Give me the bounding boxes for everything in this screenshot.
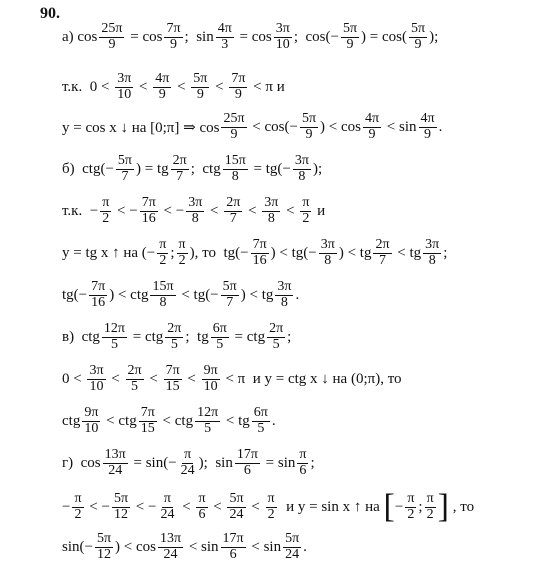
- fraction-numerator: π: [163, 490, 171, 506]
- fraction-denominator: 5: [131, 378, 139, 394]
- fraction: [300, 196, 311, 226]
- fraction-numerator: 3π: [89, 363, 104, 378]
- formula-text: <: [209, 498, 226, 515]
- fraction-denominator: 6: [229, 546, 237, 562]
- fraction: [126, 364, 144, 394]
- formula-text: y = tg x ↑ на (−: [62, 244, 156, 261]
- formula-line: [62, 322, 291, 352]
- fraction-numerator: 3π: [294, 153, 309, 168]
- formula-text: а) cos: [62, 28, 98, 45]
- fraction-numerator: 5π: [411, 21, 426, 36]
- formula-text: т.к. −: [62, 202, 99, 219]
- formula-text: .: [295, 286, 300, 303]
- fraction: [158, 492, 176, 522]
- formula-text: т.к. 0 <: [62, 78, 114, 95]
- fraction-numerator: 3π: [264, 195, 279, 210]
- fraction-denominator: 6: [198, 506, 206, 522]
- fraction: [179, 448, 197, 478]
- fraction: [150, 280, 175, 310]
- fraction: [221, 532, 246, 562]
- fraction-numerator: 5π: [117, 153, 132, 168]
- formula-text: и: [313, 202, 326, 219]
- formula-text: 0 <: [62, 370, 86, 387]
- fraction: [363, 112, 381, 142]
- fraction-denominator: 2: [426, 506, 434, 522]
- fraction-numerator: 4π: [364, 111, 380, 126]
- fraction: [409, 22, 427, 52]
- fraction-denominator: 9: [108, 36, 116, 52]
- fraction: [202, 364, 220, 394]
- formula-text: .: [438, 118, 443, 135]
- formula-text: <: [183, 370, 200, 387]
- fraction: [224, 196, 242, 226]
- fraction-numerator: π: [198, 490, 206, 506]
- fraction-denominator: 5: [257, 420, 265, 436]
- formula-text: б) ctg(−: [62, 160, 114, 177]
- fraction: [99, 22, 124, 52]
- fraction-denominator: 10: [203, 378, 218, 394]
- fraction: [297, 448, 308, 478]
- fraction: [191, 72, 209, 102]
- fraction: [140, 196, 158, 226]
- formula-text: < −: [85, 498, 110, 515]
- fraction-denominator: 7: [229, 210, 237, 226]
- fraction-denominator: 7: [121, 168, 129, 184]
- formula-text: = ctg: [230, 328, 266, 345]
- fraction-numerator: 13π: [104, 447, 126, 462]
- fraction-denominator: 10: [117, 86, 132, 102]
- fraction-denominator: 7: [176, 168, 184, 184]
- fraction-numerator: 3π: [275, 21, 290, 36]
- formula-text: = cos: [235, 28, 272, 45]
- formula-text: ;: [418, 498, 423, 515]
- formula-text: = tg(−: [249, 160, 291, 177]
- formula-line: [62, 448, 315, 478]
- fraction-denominator: 8: [191, 210, 199, 226]
- fraction: [275, 280, 293, 310]
- formula-line: [62, 22, 438, 52]
- formula-text: tg(−: [62, 286, 88, 303]
- fraction: [195, 406, 220, 436]
- fraction-numerator: 12π: [197, 405, 219, 420]
- fraction: [373, 238, 391, 268]
- fraction-numerator: 5π: [301, 111, 317, 126]
- fraction: [87, 364, 105, 394]
- formula-text: <: [244, 202, 261, 219]
- fraction-denominator: 2: [302, 210, 310, 226]
- fraction: [115, 72, 133, 102]
- problem-number: 90.: [40, 5, 60, 22]
- fraction-denominator: 3: [221, 36, 229, 52]
- formula-text: ) < tg: [240, 286, 274, 303]
- fraction-denominator: 9: [305, 126, 313, 142]
- fraction-denominator: 9: [234, 86, 242, 102]
- fraction-numerator: 3π: [425, 237, 440, 252]
- fraction-denominator: 5: [204, 420, 212, 436]
- large-bracket: [: [383, 488, 395, 525]
- fraction: [319, 238, 337, 268]
- formula-text: ) = tg: [136, 160, 169, 177]
- fraction: [165, 322, 183, 352]
- fraction-denominator: 7: [378, 252, 386, 268]
- fraction-denominator: 8: [159, 294, 167, 310]
- formula-text: < π и y = ctg x ↓ на (0;π), то: [221, 370, 402, 387]
- fraction-numerator: 9π: [84, 405, 99, 420]
- fraction: [102, 322, 127, 352]
- fraction-numerator: 3π: [188, 195, 203, 210]
- formula-line: [62, 238, 447, 268]
- formula-text: sin(−: [62, 538, 93, 555]
- fraction-denominator: 16: [252, 252, 267, 268]
- fraction-denominator: 8: [324, 252, 332, 268]
- formula-text: ; ctg: [190, 160, 221, 177]
- formula-text: );: [429, 28, 439, 45]
- fraction-numerator: 7π: [91, 279, 106, 294]
- fraction-denominator: 9: [230, 126, 238, 142]
- fraction: [158, 532, 183, 562]
- fraction-numerator: π: [102, 195, 110, 210]
- fraction: [100, 196, 111, 226]
- formula-text: ) < tg(−: [270, 244, 317, 261]
- formula-text: < sin: [185, 538, 219, 555]
- fraction-denominator: 16: [91, 294, 106, 310]
- formula-text: и y = sin x ↑ на: [278, 498, 384, 515]
- fraction: [419, 112, 437, 142]
- formula-text: y = cos x ↓ на [0;π] ⇒ cos: [62, 119, 220, 136]
- formula-text: ) < cos: [115, 538, 156, 555]
- fraction-numerator: 25π: [101, 21, 123, 36]
- fraction-numerator: π: [302, 195, 310, 210]
- fraction-numerator: 2π: [172, 153, 187, 168]
- fraction: [177, 238, 188, 268]
- fraction-numerator: 7π: [252, 237, 267, 252]
- formula-text: ; sin: [184, 28, 214, 45]
- formula-text: ;: [170, 244, 175, 261]
- fraction: [221, 280, 239, 310]
- fraction: [153, 72, 171, 102]
- fraction-numerator: 2π: [269, 321, 284, 336]
- fraction-denominator: 12: [97, 546, 111, 562]
- fraction-numerator: 5π: [285, 531, 300, 546]
- fraction-denominator: 15: [140, 420, 155, 436]
- fraction-numerator: 7π: [165, 363, 180, 378]
- fraction-denominator: 2: [102, 210, 110, 226]
- fraction-numerator: π: [74, 490, 82, 506]
- fraction-numerator: 17π: [236, 447, 258, 462]
- fraction-numerator: 3π: [117, 71, 132, 86]
- fraction-denominator: 7: [226, 294, 234, 310]
- fraction-denominator: 5: [110, 336, 118, 352]
- formula-text: <: [107, 370, 124, 387]
- fraction: [262, 196, 280, 226]
- fraction-denominator: 15: [165, 378, 180, 394]
- formula-text: <: [145, 370, 162, 387]
- fraction: [186, 196, 204, 226]
- fraction-denominator: 9: [424, 126, 432, 142]
- fraction-denominator: 8: [298, 168, 306, 184]
- fraction: [341, 22, 359, 52]
- formula-text: −: [62, 498, 71, 515]
- fraction-denominator: 5: [272, 336, 280, 352]
- fraction: [293, 154, 311, 184]
- formula-text: ) = cos(: [361, 28, 407, 45]
- formula-text: ;: [443, 244, 448, 261]
- formula-text: , то: [449, 498, 475, 515]
- fraction: [405, 492, 416, 522]
- fraction-numerator: 6π: [253, 405, 268, 420]
- fraction-numerator: 13π: [160, 531, 182, 546]
- fraction: [229, 72, 247, 102]
- fraction-denominator: 10: [89, 378, 104, 394]
- fraction: [211, 322, 229, 352]
- fraction-denominator: 9: [346, 36, 354, 52]
- formula-text: <: [135, 78, 152, 95]
- formula-line: [62, 112, 442, 142]
- fraction: [425, 492, 436, 522]
- fraction-numerator: 5π: [229, 490, 244, 506]
- fraction-denominator: 2: [159, 252, 167, 268]
- formula-text: < cos(−: [248, 118, 298, 135]
- fraction-denominator: 6: [243, 462, 251, 478]
- formula-text: ctg: [62, 412, 81, 429]
- fraction-denominator: 5: [170, 336, 178, 352]
- formula-text: ) < ctg: [109, 286, 149, 303]
- fraction-numerator: 2π: [226, 195, 241, 210]
- formula-text: = cos: [126, 28, 163, 45]
- fraction: [300, 112, 318, 142]
- fraction-denominator: 8: [428, 252, 436, 268]
- fraction: [216, 22, 234, 52]
- formula-text: ) < cos: [320, 118, 361, 135]
- fraction-denominator: 9: [196, 86, 204, 102]
- fraction-numerator: 4π: [155, 71, 170, 86]
- fraction-numerator: π: [184, 447, 192, 462]
- fraction-numerator: π: [426, 490, 434, 506]
- fraction: [221, 112, 246, 142]
- formula-text: ), то tg(−: [189, 244, 249, 261]
- fraction: [227, 492, 245, 522]
- fraction-denominator: 8: [231, 168, 239, 184]
- formula-text: .: [271, 412, 276, 429]
- fraction-denominator: 16: [141, 210, 156, 226]
- fraction-numerator: 7π: [231, 71, 246, 86]
- formula-text: < −: [132, 498, 157, 515]
- fraction-denominator: 24: [108, 462, 123, 478]
- fraction-numerator: 2π: [167, 321, 182, 336]
- formula-text: < tg: [222, 412, 250, 429]
- fraction-denominator: 24: [229, 506, 244, 522]
- large-bracket: ]: [437, 488, 449, 525]
- fraction-numerator: π: [267, 490, 275, 506]
- fraction-denominator: 6: [299, 462, 307, 478]
- fraction: [274, 22, 292, 52]
- fraction-numerator: 17π: [222, 531, 244, 546]
- fraction-denominator: 9: [158, 86, 166, 102]
- fraction-numerator: π: [159, 237, 167, 252]
- fraction-denominator: 8: [280, 294, 288, 310]
- formula-text: .: [303, 538, 307, 555]
- formula-text: <: [178, 498, 195, 515]
- fraction-numerator: 15π: [224, 153, 246, 168]
- formula-text: < π и: [249, 78, 285, 95]
- fraction: [116, 154, 134, 184]
- fraction: [82, 406, 100, 436]
- fraction: [251, 238, 269, 268]
- formula-text: < ctg: [102, 412, 137, 429]
- fraction-denominator: 10: [84, 420, 99, 436]
- fraction-denominator: 12: [114, 506, 128, 522]
- formula-text: < tg(−: [177, 286, 219, 303]
- formula-line: [62, 280, 299, 310]
- fraction: [171, 154, 189, 184]
- fraction-numerator: 5π: [222, 279, 237, 294]
- formula-line: [62, 490, 474, 524]
- fraction-numerator: 7π: [141, 195, 156, 210]
- formula-line: [62, 406, 276, 436]
- formula-text: = sin(−: [129, 454, 177, 471]
- formula-text: ; tg: [185, 328, 209, 345]
- fraction-denominator: 2: [178, 252, 186, 268]
- formula-text: ); sin: [198, 454, 233, 471]
- fraction-numerator: 5π: [193, 71, 208, 86]
- formula-text: ;: [310, 454, 315, 471]
- fraction: [252, 406, 270, 436]
- formula-text: < tg: [393, 244, 422, 261]
- fraction-numerator: π: [407, 490, 415, 506]
- formula-text: <: [206, 202, 223, 219]
- formula-text: );: [312, 160, 323, 177]
- fraction: [223, 154, 248, 184]
- fraction-denominator: 10: [275, 36, 290, 52]
- formula-text: = sin: [261, 454, 296, 471]
- formula-line: [62, 72, 285, 102]
- fraction-denominator: 2: [74, 506, 82, 522]
- formula-text: < sin: [247, 538, 282, 555]
- fraction-numerator: 5π: [113, 490, 129, 506]
- formula-text: ;: [287, 328, 292, 345]
- fraction-numerator: 15π: [152, 279, 174, 294]
- fraction-denominator: 24: [285, 546, 300, 562]
- fraction-numerator: 25π: [223, 111, 245, 126]
- formula-line: [62, 154, 322, 184]
- fraction-numerator: 5π: [342, 21, 358, 36]
- fraction-numerator: 3π: [277, 279, 292, 294]
- fraction-denominator: 5: [216, 336, 224, 352]
- fraction: [235, 448, 260, 478]
- formula-text: ) < tg: [338, 244, 372, 261]
- fraction: [164, 364, 182, 394]
- fraction-denominator: 24: [160, 506, 175, 522]
- fraction: [72, 492, 83, 522]
- formula-text: ; cos(−: [293, 28, 339, 45]
- fraction-numerator: π: [299, 447, 307, 462]
- formula-text: <: [211, 78, 228, 95]
- formula-text: в) ctg: [62, 328, 100, 345]
- fraction-denominator: 9: [414, 36, 422, 52]
- fraction: [89, 280, 107, 310]
- fraction-numerator: 2π: [375, 237, 390, 252]
- fraction-numerator: 3π: [320, 237, 335, 252]
- formula-text: −: [394, 498, 404, 515]
- fraction: [157, 238, 168, 268]
- fraction-denominator: 8: [267, 210, 275, 226]
- fraction: [112, 492, 130, 522]
- fraction-denominator: 9: [169, 36, 177, 52]
- formula-line: [62, 532, 307, 562]
- fraction: [103, 448, 128, 478]
- formula-text: < −: [159, 202, 185, 219]
- fraction-numerator: 4π: [420, 111, 435, 126]
- formula-line: [62, 364, 402, 394]
- fraction-numerator: 4π: [217, 21, 232, 36]
- fraction-numerator: 7π: [140, 405, 155, 420]
- fraction-numerator: π: [178, 237, 186, 252]
- fraction: [196, 492, 207, 522]
- fraction: [283, 532, 301, 562]
- fraction: [139, 406, 157, 436]
- fraction-numerator: 7π: [166, 21, 181, 36]
- formula-text: < ctg: [158, 412, 194, 429]
- formula-line: [62, 196, 325, 226]
- fraction-denominator: 9: [368, 126, 376, 142]
- fraction-denominator: 2: [407, 506, 415, 522]
- formula-text: < −: [113, 202, 138, 219]
- fraction-numerator: 6π: [212, 321, 227, 336]
- formula-text: <: [247, 498, 264, 515]
- fraction-numerator: 2π: [127, 363, 142, 378]
- fraction: [267, 322, 285, 352]
- formula-text: <: [173, 78, 190, 95]
- fraction: [95, 532, 113, 562]
- fraction-numerator: 9π: [203, 363, 218, 378]
- formula-text: <: [282, 202, 299, 219]
- fraction: [266, 492, 277, 522]
- fraction-denominator: 24: [180, 462, 195, 478]
- fraction: [164, 22, 182, 52]
- fraction: [423, 238, 441, 268]
- formula-text: = ctg: [128, 328, 164, 345]
- fraction-denominator: 24: [163, 546, 178, 562]
- formula-text: < sin: [383, 118, 417, 135]
- fraction-denominator: 2: [267, 506, 275, 522]
- formula-text: г) cos: [62, 454, 101, 471]
- fraction-numerator: 5π: [96, 531, 112, 546]
- fraction-numerator: 12π: [103, 321, 125, 336]
